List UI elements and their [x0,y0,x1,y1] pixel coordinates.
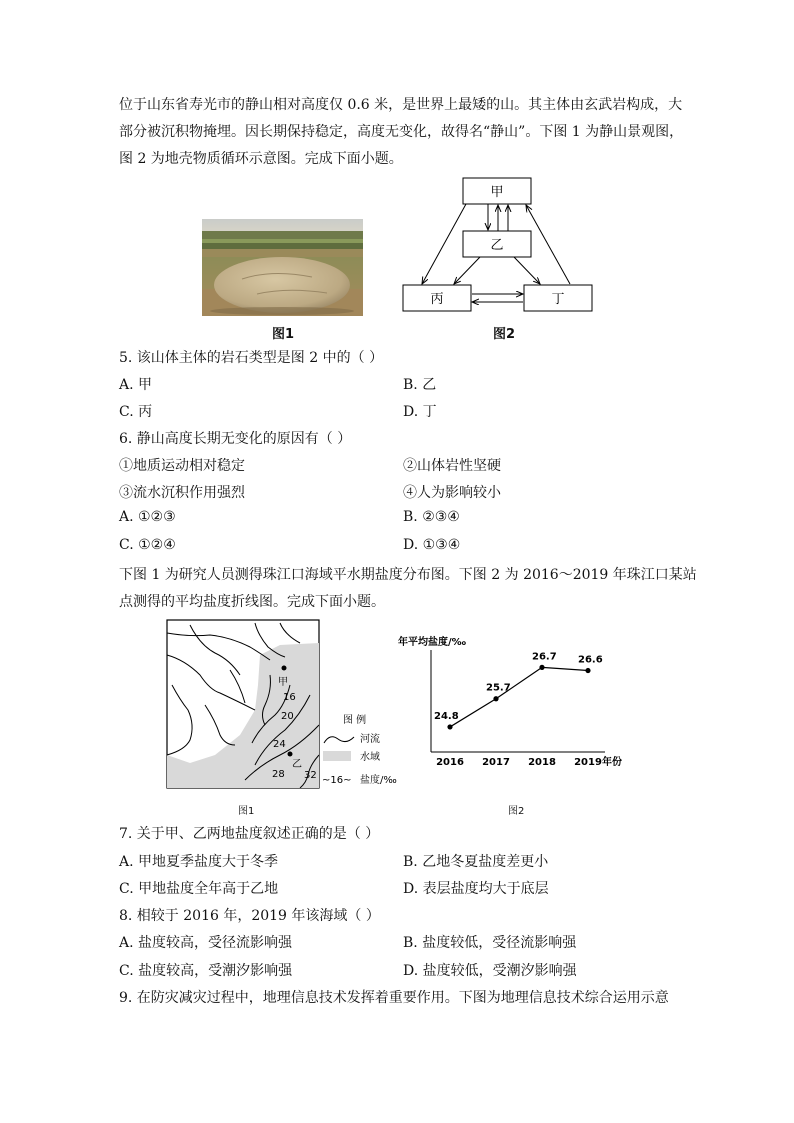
salinity-line-chart [390,628,640,803]
isoline-16-label: 16 [283,692,296,703]
x-tick-2016: 2016 [436,757,464,768]
legend-isoline-label: 盐度/‰ [360,775,397,786]
point-jia-label: 甲 [278,677,288,688]
data-label-2016: 24.8 [434,710,459,722]
data-label-2019: 26.6 [578,654,603,666]
isoline-20-label: 20 [281,711,294,722]
legend-water-label: 水域 [360,752,380,763]
chart-ylabel: 年平均盐度/‰ [398,637,467,648]
q8-option-c[interactable]: C. 盐度较高，受潮汐影响强 [119,963,293,979]
x-tick-2017: 2017 [482,757,510,768]
box-yi-label: 乙 [490,238,504,253]
q6-statement-1: ①地质运动相对稳定 [119,458,245,474]
point-yi [288,752,293,757]
q5-option-a[interactable]: A. 甲 [119,377,153,393]
arrow-yi-bing [454,257,480,284]
chart-xlabel: 年份 [602,757,622,768]
q8-option-b[interactable]: B. 盐度较低，受径流影响强 [403,935,577,951]
chart-caption: 图2 [508,806,525,817]
q6-option-c[interactable]: C. ①②④ [119,537,176,553]
data-point-2018 [539,665,544,670]
point-yi-label: 乙 [292,759,302,770]
intro1-line1: 位于山东省寿光市的静山相对高度仅 0.6 米，是世界上最矮的山。其主体由玄武岩构成，大 [119,97,683,113]
data-point-2016 [447,724,452,729]
q5-stem: 5. 该山体主体的岩石类型是图 2 中的（ ） [119,350,384,366]
box-ding-label: 丁 [551,292,565,307]
q6-statement-4: ④人为影响较小 [403,485,501,501]
q6-statement-2: ②山体岩性坚硬 [403,458,501,474]
figure1-caption: 图1 [272,327,295,342]
data-label-2018: 26.7 [532,651,557,663]
q8-stem: 8. 相较于 2016 年，2019 年该海域（ ） [119,908,380,924]
q5-option-c[interactable]: C. 丙 [119,404,153,420]
legend-isoline-sample: ~16~ [322,775,352,786]
q8-option-d[interactable]: D. 盐度较低，受潮汐影响强 [403,963,577,979]
intro2-line2: 点测得的平均盐度折线图。完成下面小题。 [119,594,385,610]
jingshan-photo [202,219,363,316]
arrow-ding-jia [526,205,570,284]
isoline-24-label: 24 [273,739,286,750]
legend-title: 图 例 [343,715,367,726]
q6-option-d[interactable]: D. ①③④ [403,537,461,553]
q7-option-b[interactable]: B. 乙地冬夏盐度差更小 [403,854,549,870]
x-tick-2018: 2018 [528,757,556,768]
q6-stem: 6. 静山高度长期无变化的原因有（ ） [119,431,352,447]
q5-option-d[interactable]: D. 丁 [403,404,437,420]
series-line [450,667,588,727]
q7-stem: 7. 关于甲、乙两地盐度叙述正确的是（ ） [119,826,380,842]
point-jia [282,666,287,671]
legend-river-symbol [324,737,354,743]
isoline-28-label: 28 [272,769,285,780]
q7-option-d[interactable]: D. 表层盐度均大于底层 [403,881,549,897]
map-caption: 图1 [238,806,255,817]
salinity-map [160,615,405,795]
q9-stem: 9. 在防灾减灾过程中，地理信息技术发挥着重要作用。下图为地理信息技术综合运用示意 [119,990,669,1006]
q6-statement-3: ③流水沉积作用强烈 [119,485,245,501]
isoline-32-label: 32 [304,770,317,781]
legend-water-swatch [323,751,351,761]
box-jia-label: 甲 [490,185,504,200]
data-label-2017: 25.7 [486,682,511,694]
intro1-line2: 部分被沉积物掩埋。因长期保持稳定，高度无变化，故得名“静山”。下图 1 为静山景观图， [119,124,684,140]
figure2-caption: 图2 [493,327,516,342]
crust-cycle-diagram [398,173,598,315]
q6-option-a[interactable]: A. ①②③ [119,509,176,525]
data-point-2017 [493,696,498,701]
q7-option-a[interactable]: A. 甲地夏季盐度大于冬季 [119,854,279,870]
arrow-jia-bing [422,204,466,284]
q8-option-a[interactable]: A. 盐度较高，受径流影响强 [119,935,293,951]
q6-option-b[interactable]: B. ②③④ [403,509,460,525]
data-point-2019 [585,668,590,673]
arrow-yi-ding [514,257,540,284]
q7-option-c[interactable]: C. 甲地盐度全年高于乙地 [119,881,279,897]
intro2-line1: 下图 1 为研究人员测得珠江口海域平水期盐度分布图。下图 2 为 2016～2019 年珠江口某站 [119,567,697,583]
legend-river-label: 河流 [360,734,380,745]
box-bing-label: 丙 [430,292,444,307]
intro1-line3: 图 2 为地壳物质循环示意图。完成下面小题。 [119,151,403,167]
x-tick-2019: 2019 [574,757,602,768]
q5-option-b[interactable]: B. 乙 [403,377,437,393]
